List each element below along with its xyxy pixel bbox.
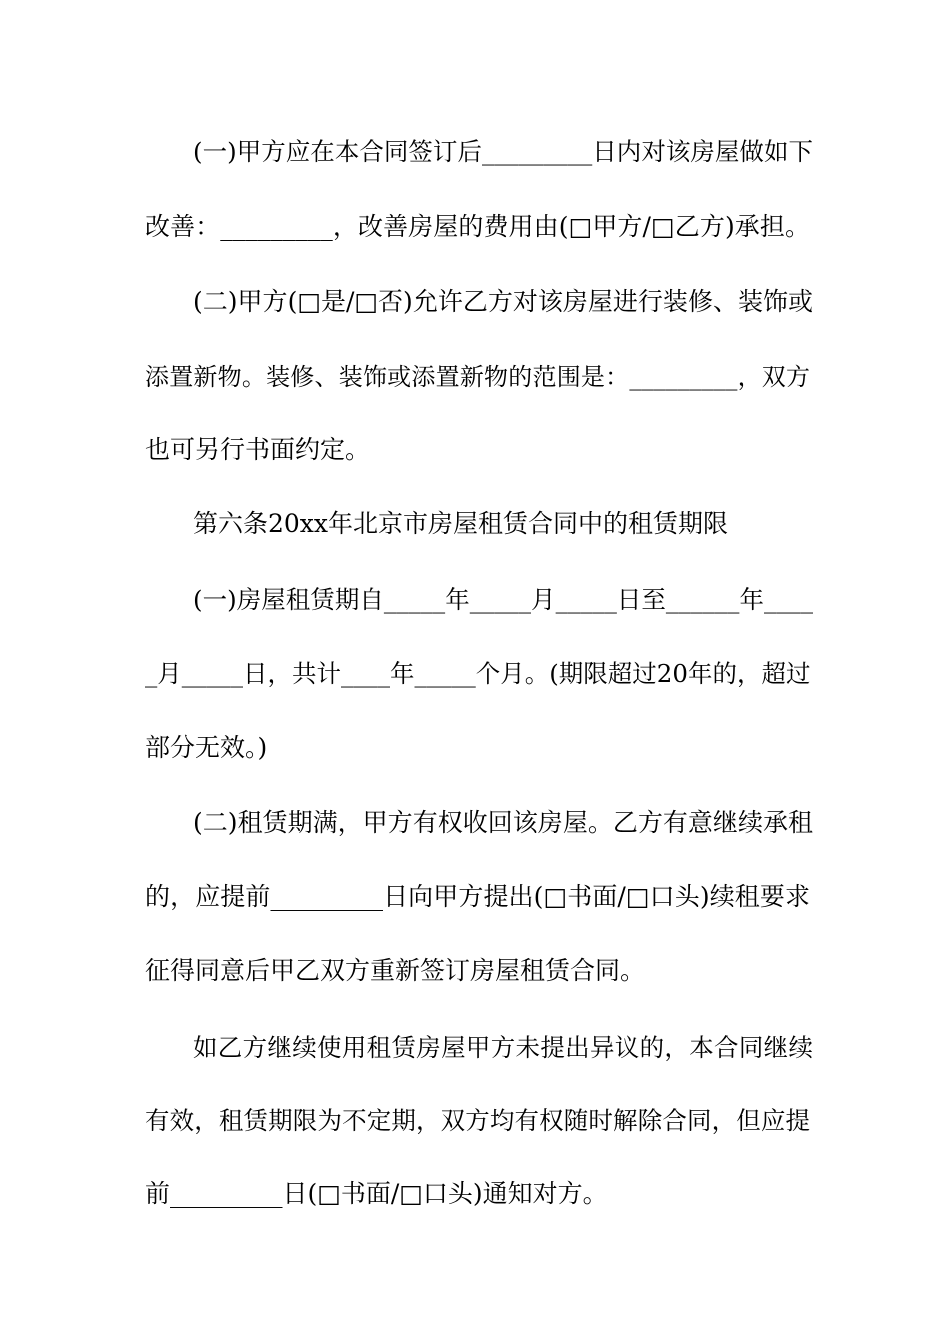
paragraph-line: 有效，租赁期限为不定期，双方均有权随时解除合同，但应提 — [145, 1106, 810, 1135]
paragraph-line: (二)租赁期满，甲方有权收回该房屋。乙方有意继续承租 — [193, 808, 813, 837]
paragraph-line: (一)甲方应在本合同签订后_________日内对该房屋做如下 — [193, 137, 813, 166]
paragraph-line: 部分无效。) — [145, 733, 268, 762]
section-heading: 第六条20xx年北京市房屋租赁合同中的租赁期限 — [193, 509, 729, 538]
paragraph-line: _月_____日，共计____年_____个月。(期限超过20年的，超过 — [145, 659, 811, 688]
paragraph-line: 征得同意后甲乙双方重新签订房屋租赁合同。 — [145, 956, 646, 985]
paragraph-line: 也可另行书面约定。 — [145, 435, 371, 464]
paragraph-line: 前_________日(□书面/□口头)通知对方。 — [145, 1179, 608, 1208]
paragraph-line: 改善：_________，改善房屋的费用由(□甲方/□乙方)承担。 — [145, 212, 810, 241]
paragraph-line: (二)甲方(□是/□否)允许乙方对该房屋进行装修、装饰或 — [193, 287, 813, 316]
paragraph-line: 添置新物。装修、装饰或添置新物的范围是：_________，双方 — [145, 363, 810, 391]
paragraph-line: 如乙方继续使用租赁房屋甲方未提出异议的，本合同继续 — [193, 1033, 813, 1062]
paragraph-line: (一)房屋租赁期自_____年_____月_____日至______年____ — [193, 585, 813, 614]
paragraph-line: 的，应提前_________日向甲方提出(□书面/□口头)续租要求 — [145, 882, 810, 911]
